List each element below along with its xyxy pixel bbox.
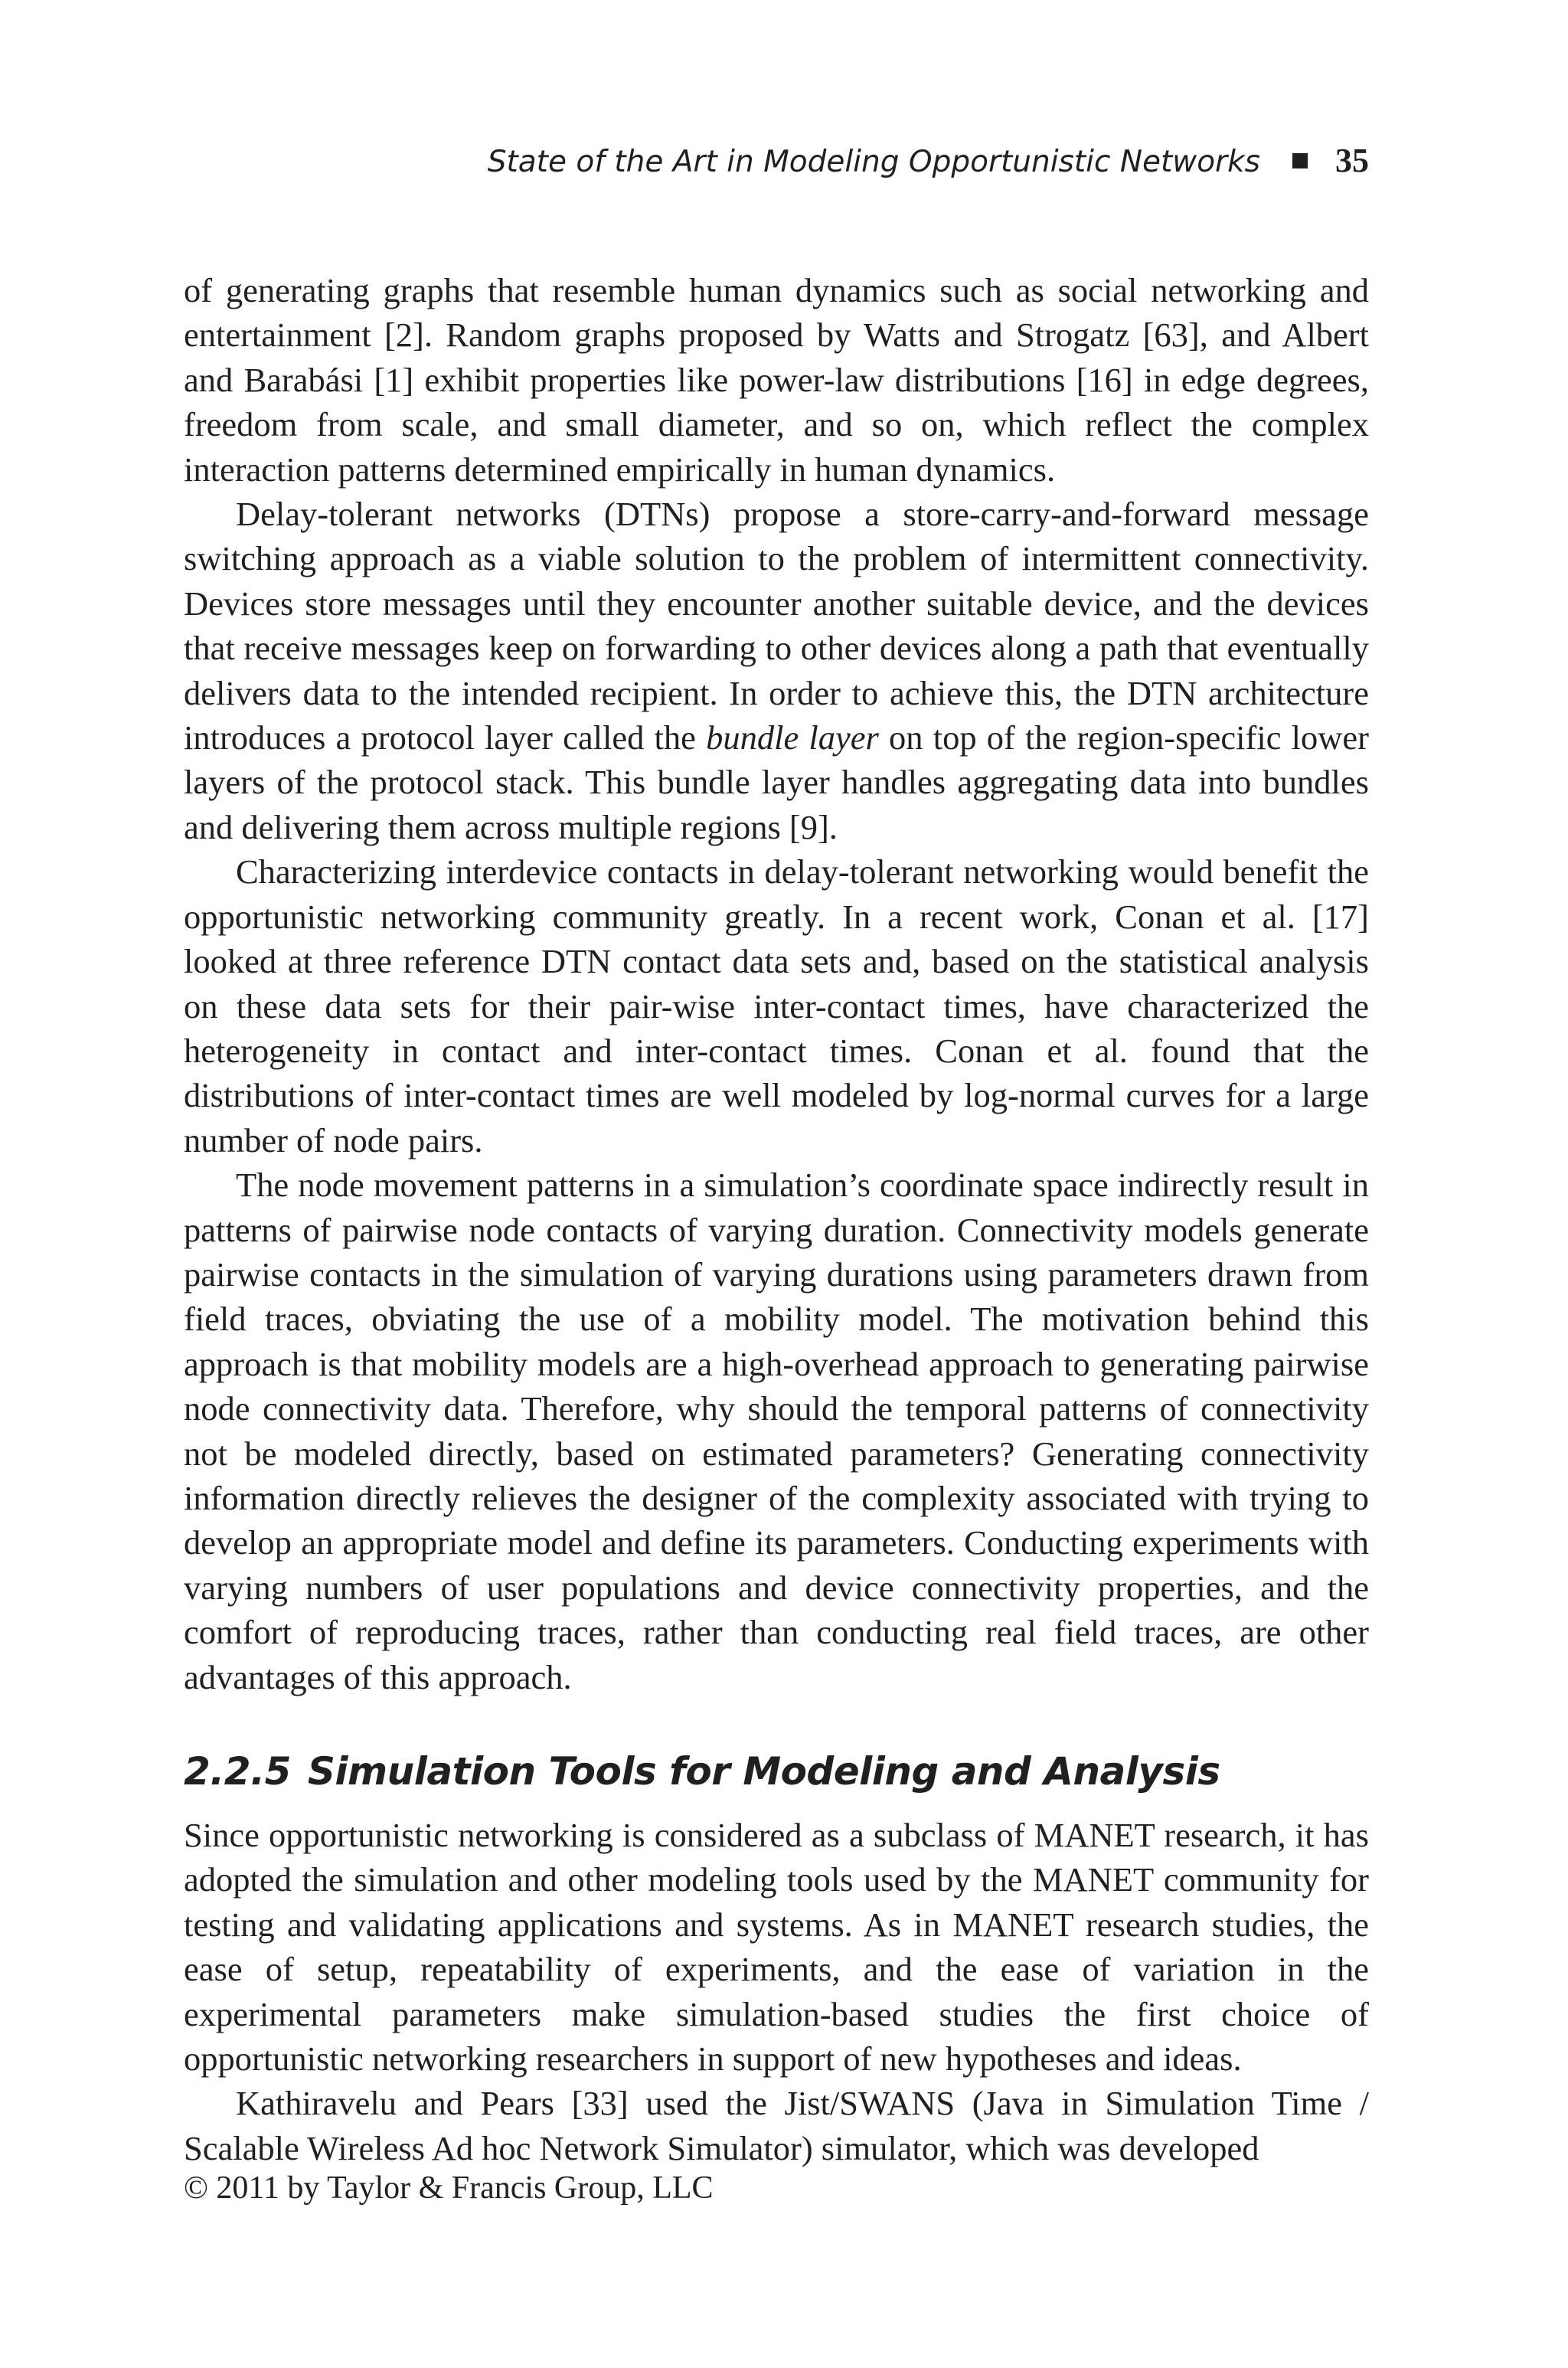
page-number: 35 bbox=[1335, 142, 1369, 179]
paragraph: Kathiravelu and Pears [33] used the Jist/SWANS (Java in Simulation Time / Scalable Wireless Ad hoc Network Simulator) simulator, which was developed bbox=[184, 2084, 1369, 2167]
paragraph: of generating graphs that resemble human dynamics such as social networking and entertainment [2]. Random graphs proposed by Watts and Strogatz [63], and Albert and Barabási [1] exhibit properties like power-law distributions [16] in edge degrees, freedom from scale, and small diameter, and so on, which reflect the complex interaction patterns determined empirically in human dynamics. bbox=[184, 271, 1369, 489]
copyright-footer: © 2011 by Taylor & Francis Group, LLC bbox=[184, 2170, 714, 2206]
paragraph: Characterizing interdevice contacts in delay-tolerant networking would benefit the opportunistic networking community greatly. In a recent work, Conan et al. [17] looked at three reference DTN contact data sets and, based on the statistical analysis on these data sets for their pair-wise inter-contact times, have characterized the heterogeneity in contact and inter-contact times. Conan et al. found that the distributions of inter-contact times are well modeled by log-normal curves for a large number of node pairs. bbox=[184, 852, 1369, 1159]
paragraph bbox=[184, 492, 1369, 849]
body-text bbox=[184, 268, 1369, 2170]
emphasis-term: bundle layer bbox=[706, 718, 879, 757]
section-heading bbox=[184, 1747, 1369, 1796]
section-number: 2.2.5 bbox=[184, 1749, 291, 1794]
paragraph-text: Delay-tolerant networks (DTNs) propose a store-carry-and-forward message switching approach as a viable solution to the problem of intermittent connectivity. Devices store messages until they encounter another suitable device, and the devices that receive messages keep on forwarding to other devices along a path that eventually delivers data to the intended recipient. In order to achieve this, the DTN architecture introduces a protocol layer called the bbox=[184, 495, 1369, 757]
paragraph: The node movement patterns in a simulation’s coordinate space indirectly result in patterns of pairwise node contacts of varying duration. Connectivity models generate pairwise contacts in the simulation of varying durations using parameters drawn from field traces, obviating the use of a mobility model. The motivation behind this approach is that mobility models are a high-overhead approach to generating pairwise node connectivity data. Therefore, why should the temporal patterns of connectivity not be modeled directly, based on estimated parameters? Generating connectivity information directly relieves the designer of the complexity associated with trying to develop an appropriate model and define its parameters. Conducting experiments with varying numbers of user populations and device connectivity properties, and the comfort of reproducing traces, rather than conducting real field traces, are other advantages of this approach. bbox=[184, 1166, 1369, 1696]
square-bullet-icon bbox=[1292, 153, 1308, 168]
paragraph-text: on top of the region-specific lower layers of the protocol stack. This bundle layer handles aggregating data into bundles and delivering them across multiple regions [9]. bbox=[184, 718, 1369, 846]
paragraph: Since opportunistic networking is considered as a subclass of MANET research, it has adopted the simulation and other modeling tools used by the MANET community for testing and validating applications and systems. As in MANET research studies, the ease of setup, repeatability of experiments, and the ease of variation in the experimental parameters make simulation-based studies the first choice of opportunistic networking researchers in support of new hypotheses and ideas. bbox=[184, 1816, 1369, 2079]
section-title: Simulation Tools for Modeling and Analysis bbox=[307, 1749, 1220, 1794]
running-head bbox=[184, 142, 1369, 181]
running-head-title: State of the Art in Modeling Opportunistic Networks bbox=[487, 145, 1260, 179]
